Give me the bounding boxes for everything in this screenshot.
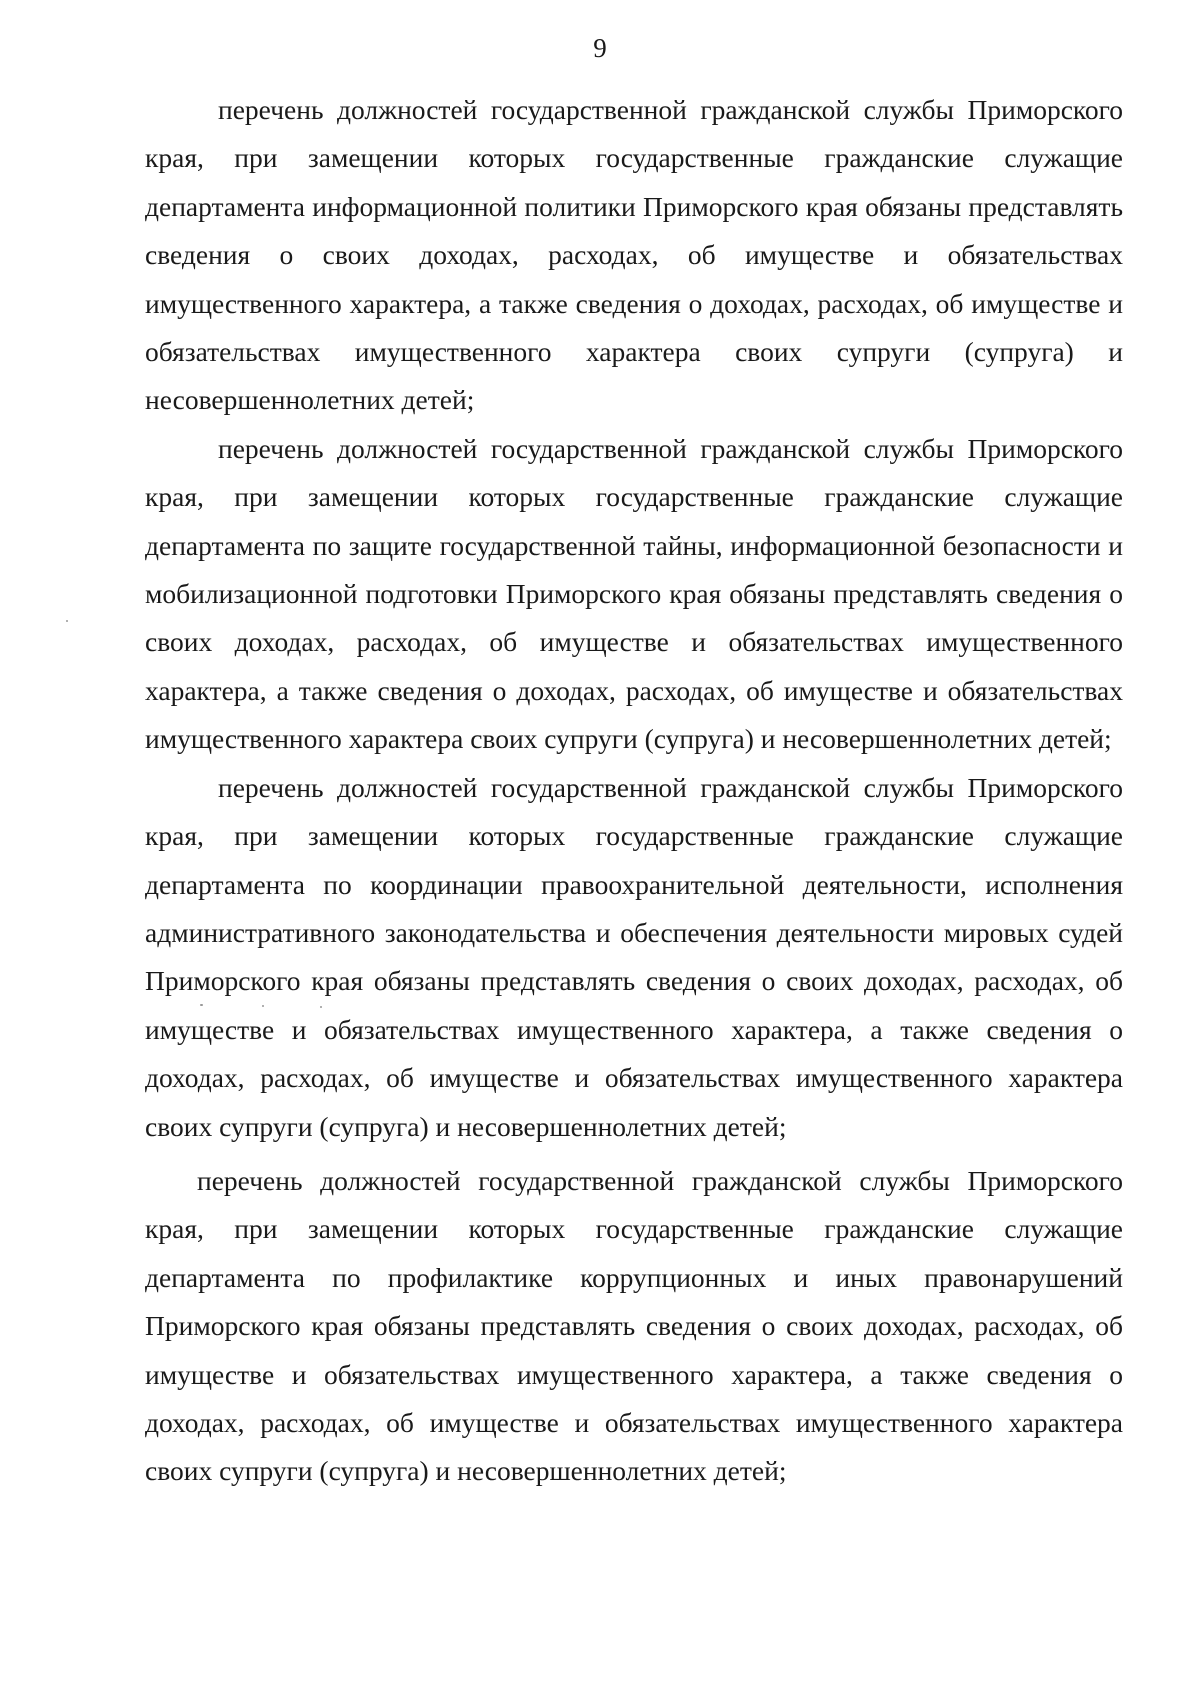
scan-artifact [66, 620, 68, 622]
paragraph-state-secret-protection: перечень должностей государственной гражданской службы Приморского края, при замещении которых государственные гражданские служащие департамента по защите государственной тайны, информационной безопасности и мобилизационной подготовки Приморского края обязаны представлять сведения о своих доходах, расходах, об имуществе и обязательствах имущественного характера, а также сведения о доходах, расходах, об имуществе и обязательствах имущественного характера своих супруги (супруга) и несовершеннолетних детей; [145, 432, 1123, 755]
document-body [145, 86, 1123, 1496]
paragraph-corruption-prevention: перечень должностей государственной гражданской службы Приморского края, при замещении которых государственные гражданские служащие департамента по профилактике коррупционных и иных правонарушений Приморского края обязаны представлять сведения о своих доходах, расходах, об имуществе и обязательствах имущественного характера, а также сведения о доходах, расходах, об имуществе и обязательствах имущественного характера своих супруги (супруга) и несовершеннолетних детей; [145, 1164, 1123, 1487]
scan-artifact [320, 1006, 322, 1008]
paragraph-law-enforcement-coordination: перечень должностей государственной гражданской службы Приморского края, при замещении которых государственные гражданские служащие департамента по координации правоохранительной деятельности, исполнения административного законодательства и обеспечения деятельности мировых судей Приморского края обязаны представлять сведения о своих доходах, расходах, об имуществе и обязательствах имущественного характера, а также сведения о доходах, расходах, об имуществе и обязательствах имущественного характера своих супруги (супруга) и несовершеннолетних детей; [145, 771, 1123, 1142]
scan-artifact [262, 1005, 264, 1007]
page-number: 9 [593, 33, 607, 63]
scan-artifact [200, 1004, 203, 1006]
paragraph-information-policy: перечень должностей государственной гражданской службы Приморского края, при замещении которых государственные гражданские служащие департамента информационной политики Приморского края обязаны представлять сведения о своих доходах, расходах, об имуществе и обязательствах имущественного характера, а также сведения о доходах, расходах, об имуществе и обязательствах имущественного характера своих супруги (супруга) и несовершеннолетних детей; [145, 94, 1123, 416]
